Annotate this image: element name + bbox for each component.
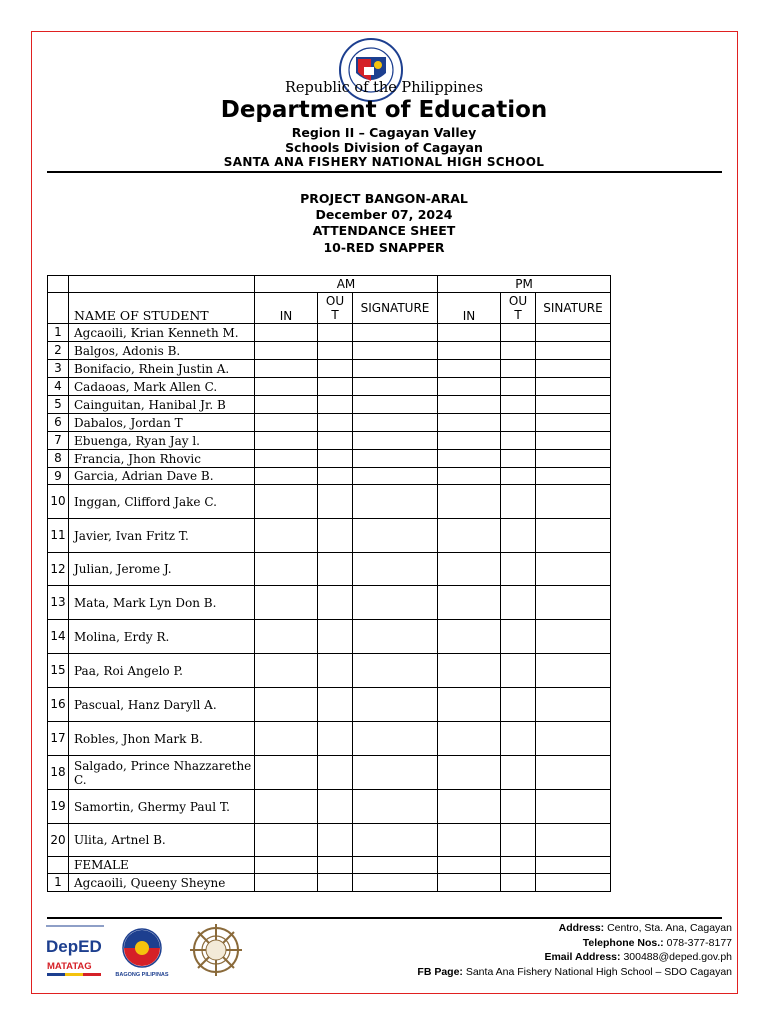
student-name: Paa, Roi Angelo P. — [69, 654, 255, 688]
row-number: 10 — [48, 485, 69, 519]
in-am-cell[interactable] — [255, 874, 318, 892]
student-name: Balgos, Adonis B. — [69, 342, 255, 360]
student-name: Agcaoili, Krian Kenneth M. — [69, 324, 255, 342]
out-pm-cell[interactable] — [501, 396, 536, 414]
signature-cell[interactable] — [353, 722, 438, 756]
row-number: 19 — [48, 790, 69, 824]
table-row — [48, 414, 611, 432]
signature-cell[interactable] — [353, 620, 438, 654]
region-text: Region II – Cagayan Valley — [291, 125, 477, 140]
school-seal-icon — [190, 924, 242, 976]
division-text: Schools Division of Cagayan — [285, 140, 483, 155]
table-row — [48, 485, 611, 519]
in-am-cell[interactable] — [255, 688, 318, 722]
fb-page-line: FB Page: Santa Ana Fishery National High School – SDO Cagayan — [417, 966, 732, 978]
out-am-cell[interactable] — [318, 432, 353, 450]
student-name: Agcaoili, Queeny Sheyne — [69, 874, 255, 892]
student-name: Francia, Jhon Rhovic — [69, 450, 255, 468]
sinature-cell[interactable] — [536, 378, 611, 396]
in-am-cell[interactable] — [255, 414, 318, 432]
student-name: Dabalos, Jordan T — [69, 414, 255, 432]
out-pm-cell[interactable] — [501, 450, 536, 468]
row-number: 16 — [48, 688, 69, 722]
row-number: 2 — [48, 342, 69, 360]
out-am-cell[interactable] — [318, 360, 353, 378]
signature-header: SIGNATURE — [353, 293, 438, 324]
student-name: Garcia, Adrian Dave B. — [69, 468, 255, 485]
student-name: Salgado, Prince Nhazzarethe C. — [69, 756, 255, 790]
in-am-cell[interactable] — [255, 360, 318, 378]
sinature-cell[interactable] — [536, 450, 611, 468]
pm-header: PM — [438, 276, 611, 293]
in-am-cell[interactable] — [255, 620, 318, 654]
project-title: PROJECT BANGON-ARAL — [300, 191, 468, 206]
table-row — [48, 688, 611, 722]
student-name: Inggan, Clifford Jake C. — [69, 485, 255, 519]
out-am-cell[interactable] — [318, 824, 353, 857]
out-pm-cell[interactable] — [501, 824, 536, 857]
row-number: 17 — [48, 722, 69, 756]
student-name: Bonifacio, Rhein Justin A. — [69, 360, 255, 378]
row-number: 12 — [48, 553, 69, 586]
sinature-cell[interactable] — [536, 485, 611, 519]
row-number: 8 — [48, 450, 69, 468]
signature-cell[interactable] — [353, 790, 438, 824]
in-am-cell[interactable] — [255, 432, 318, 450]
out-pm-cell[interactable] — [501, 360, 536, 378]
signature-cell[interactable] — [353, 468, 438, 485]
in-pm-cell[interactable] — [438, 654, 501, 688]
table-header-row — [48, 276, 611, 293]
table-row — [48, 432, 611, 450]
in-am-cell[interactable] — [255, 722, 318, 756]
female-label: FEMALE — [69, 857, 255, 874]
signature-cell[interactable] — [353, 378, 438, 396]
out-pm-cell[interactable] — [501, 722, 536, 756]
attendance-table — [47, 275, 611, 892]
in-pm-cell[interactable] — [438, 722, 501, 756]
in-pm-cell[interactable] — [438, 450, 501, 468]
signature-cell[interactable] — [353, 824, 438, 857]
out-am-cell[interactable] — [318, 468, 353, 485]
table-row — [48, 360, 611, 378]
in-am-cell[interactable] — [255, 485, 318, 519]
in-am-cell[interactable] — [255, 342, 318, 360]
sinature-cell[interactable] — [536, 468, 611, 485]
row-number: 1 — [48, 874, 69, 892]
table-row — [48, 396, 611, 414]
out-am-cell[interactable] — [318, 874, 353, 892]
table-row — [48, 586, 611, 620]
in-am-cell[interactable] — [255, 790, 318, 824]
out-pm-cell[interactable] — [501, 688, 536, 722]
signature-cell[interactable] — [353, 414, 438, 432]
out-am-cell[interactable] — [318, 450, 353, 468]
male-rows — [48, 324, 611, 857]
out-am-cell[interactable] — [318, 620, 353, 654]
in-am-cell[interactable] — [255, 396, 318, 414]
in-am-cell[interactable] — [255, 654, 318, 688]
signature-cell[interactable] — [353, 688, 438, 722]
in-pm-cell[interactable] — [438, 324, 501, 342]
sinature-cell[interactable] — [536, 360, 611, 378]
out-am-cell[interactable] — [318, 722, 353, 756]
section-title: 10-RED SNAPPER — [323, 240, 445, 255]
in-pm-cell[interactable] — [438, 468, 501, 485]
row-number: 14 — [48, 620, 69, 654]
out-am-cell[interactable] — [318, 414, 353, 432]
sinature-cell[interactable] — [536, 553, 611, 586]
in-pm-cell[interactable] — [438, 586, 501, 620]
in-pm-cell[interactable] — [438, 756, 501, 790]
student-name: Molina, Erdy R. — [69, 620, 255, 654]
in-pm-header: IN — [438, 293, 501, 324]
table-row — [48, 756, 611, 790]
sinature-cell[interactable] — [536, 414, 611, 432]
row-number: 1 — [48, 324, 69, 342]
sinature-cell[interactable] — [536, 874, 611, 892]
deped-logo-icon — [46, 926, 104, 976]
row-number: 18 — [48, 756, 69, 790]
in-pm-cell[interactable] — [438, 553, 501, 586]
table-row — [48, 378, 611, 396]
footer-logos — [44, 922, 254, 984]
out-am-cell[interactable] — [318, 756, 353, 790]
signature-cell[interactable] — [353, 485, 438, 519]
matatag-text: MATATAG — [47, 961, 92, 972]
out-am-header: OUT — [318, 293, 353, 324]
out-am-cell[interactable] — [318, 342, 353, 360]
out-pm-cell[interactable] — [501, 342, 536, 360]
student-name: Cainguitan, Hanibal Jr. B — [69, 396, 255, 414]
out-pm-cell[interactable] — [501, 620, 536, 654]
in-pm-cell[interactable] — [438, 620, 501, 654]
out-pm-cell[interactable] — [501, 468, 536, 485]
telephone-line: Telephone Nos.: 078-377-8177 — [582, 937, 732, 949]
table-row — [48, 874, 611, 892]
in-am-cell[interactable] — [255, 450, 318, 468]
out-am-cell[interactable] — [318, 654, 353, 688]
out-pm-cell[interactable] — [501, 553, 536, 586]
signature-cell[interactable] — [353, 586, 438, 620]
in-am-cell[interactable] — [255, 468, 318, 485]
am-header: AM — [255, 276, 438, 293]
sinature-cell[interactable] — [536, 824, 611, 857]
sinature-cell[interactable] — [536, 790, 611, 824]
table-row — [48, 519, 611, 553]
out-pm-cell[interactable] — [501, 414, 536, 432]
sinature-cell[interactable] — [536, 620, 611, 654]
row-number: 7 — [48, 432, 69, 450]
row-number: 20 — [48, 824, 69, 857]
in-pm-cell[interactable] — [438, 874, 501, 892]
signature-cell[interactable] — [353, 342, 438, 360]
signature-cell[interactable] — [353, 756, 438, 790]
republic-text: Republic of the Philippines — [284, 80, 484, 96]
sinature-cell[interactable] — [536, 324, 611, 342]
table-subheader-row — [48, 293, 611, 324]
out-pm-cell[interactable] — [501, 378, 536, 396]
table-row — [48, 620, 611, 654]
table-row — [48, 324, 611, 342]
signature-cell[interactable] — [353, 360, 438, 378]
row-number: 5 — [48, 396, 69, 414]
in-pm-cell[interactable] — [438, 414, 501, 432]
in-am-cell[interactable] — [255, 553, 318, 586]
student-name: Pascual, Hanz Daryll A. — [69, 688, 255, 722]
in-pm-cell[interactable] — [438, 396, 501, 414]
table-row — [48, 468, 611, 485]
bagong-pilipinas-icon — [115, 929, 169, 978]
footer-divider — [47, 917, 722, 919]
in-pm-cell[interactable] — [438, 378, 501, 396]
sinature-cell[interactable] — [536, 654, 611, 688]
out-am-cell[interactable] — [318, 586, 353, 620]
signature-cell[interactable] — [353, 654, 438, 688]
out-pm-cell[interactable] — [501, 586, 536, 620]
sinature-cell[interactable] — [536, 396, 611, 414]
signature-cell[interactable] — [353, 519, 438, 553]
in-pm-cell[interactable] — [438, 342, 501, 360]
in-am-cell[interactable] — [255, 586, 318, 620]
out-pm-header: OUT — [501, 293, 536, 324]
student-name: Cadaoas, Mark Allen C. — [69, 378, 255, 396]
out-am-cell[interactable] — [318, 688, 353, 722]
table-row — [48, 553, 611, 586]
out-pm-cell[interactable] — [501, 756, 536, 790]
table-row — [48, 654, 611, 688]
out-pm-cell[interactable] — [501, 519, 536, 553]
out-pm-cell[interactable] — [501, 324, 536, 342]
in-am-cell[interactable] — [255, 324, 318, 342]
row-number: 15 — [48, 654, 69, 688]
signature-cell[interactable] — [353, 324, 438, 342]
student-name: Mata, Mark Lyn Don B. — [69, 586, 255, 620]
header-divider — [47, 171, 722, 173]
department-name: Department of Education — [220, 97, 548, 123]
sinature-cell[interactable] — [536, 432, 611, 450]
sinature-cell[interactable] — [536, 586, 611, 620]
out-am-cell[interactable] — [318, 378, 353, 396]
address-line: Address: Centro, Sta. Ana, Cagayan — [558, 922, 732, 934]
out-pm-cell[interactable] — [501, 485, 536, 519]
table-row — [48, 790, 611, 824]
student-name: Julian, Jerome J. — [69, 553, 255, 586]
signature-cell[interactable] — [353, 396, 438, 414]
in-pm-cell[interactable] — [438, 485, 501, 519]
female-rows — [48, 874, 611, 892]
student-name: Robles, Jhon Mark B. — [69, 722, 255, 756]
table-row — [48, 450, 611, 468]
student-name: Ebuenga, Ryan Jay l. — [69, 432, 255, 450]
sinature-cell[interactable] — [536, 519, 611, 553]
in-pm-cell[interactable] — [438, 360, 501, 378]
row-number: 4 — [48, 378, 69, 396]
signature-cell[interactable] — [353, 450, 438, 468]
name-header: NAME OF STUDENT — [69, 293, 255, 324]
in-pm-cell[interactable] — [438, 790, 501, 824]
table-row — [48, 342, 611, 360]
in-pm-cell[interactable] — [438, 688, 501, 722]
out-pm-cell[interactable] — [501, 874, 536, 892]
row-number: 3 — [48, 360, 69, 378]
in-am-header: IN — [255, 293, 318, 324]
student-name: Javier, Ivan Fritz T. — [69, 519, 255, 553]
in-pm-cell[interactable] — [438, 519, 501, 553]
out-am-cell[interactable] — [318, 324, 353, 342]
in-am-cell[interactable] — [255, 519, 318, 553]
in-am-cell[interactable] — [255, 824, 318, 857]
deped-logo-text: DepED — [46, 937, 102, 956]
signature-cell[interactable] — [353, 874, 438, 892]
sinature-header: SINATURE — [536, 293, 611, 324]
sinature-cell[interactable] — [536, 688, 611, 722]
female-row — [48, 857, 611, 874]
out-am-cell[interactable] — [318, 396, 353, 414]
row-number: 11 — [48, 519, 69, 553]
out-am-cell[interactable] — [318, 553, 353, 586]
out-pm-cell[interactable] — [501, 790, 536, 824]
in-am-cell[interactable] — [255, 756, 318, 790]
signature-cell[interactable] — [353, 432, 438, 450]
table-row — [48, 722, 611, 756]
sinature-cell[interactable] — [536, 342, 611, 360]
row-number: 9 — [48, 468, 69, 485]
sinature-cell[interactable] — [536, 756, 611, 790]
in-am-cell[interactable] — [255, 378, 318, 396]
sheet-date: December 07, 2024 — [315, 207, 453, 222]
out-pm-cell[interactable] — [501, 654, 536, 688]
signature-cell[interactable] — [353, 553, 438, 586]
out-pm-cell[interactable] — [501, 432, 536, 450]
out-am-cell[interactable] — [318, 519, 353, 553]
row-number: 13 — [48, 586, 69, 620]
student-name: Ulita, Artnel B. — [69, 824, 255, 857]
out-am-cell[interactable] — [318, 790, 353, 824]
sheet-title: ATTENDANCE SHEET — [312, 223, 456, 238]
email-line: Email Address: 300488@deped.gov.ph — [544, 951, 732, 963]
table-row — [48, 824, 611, 857]
sinature-cell[interactable] — [536, 722, 611, 756]
student-name: Samortin, Ghermy Paul T. — [69, 790, 255, 824]
school-name: SANTA ANA FISHERY NATIONAL HIGH SCHOOL — [223, 155, 545, 169]
bagong-text: BAGONG PILIPINAS — [115, 972, 169, 978]
row-number: 6 — [48, 414, 69, 432]
out-am-cell[interactable] — [318, 485, 353, 519]
in-pm-cell[interactable] — [438, 432, 501, 450]
in-pm-cell[interactable] — [438, 824, 501, 857]
